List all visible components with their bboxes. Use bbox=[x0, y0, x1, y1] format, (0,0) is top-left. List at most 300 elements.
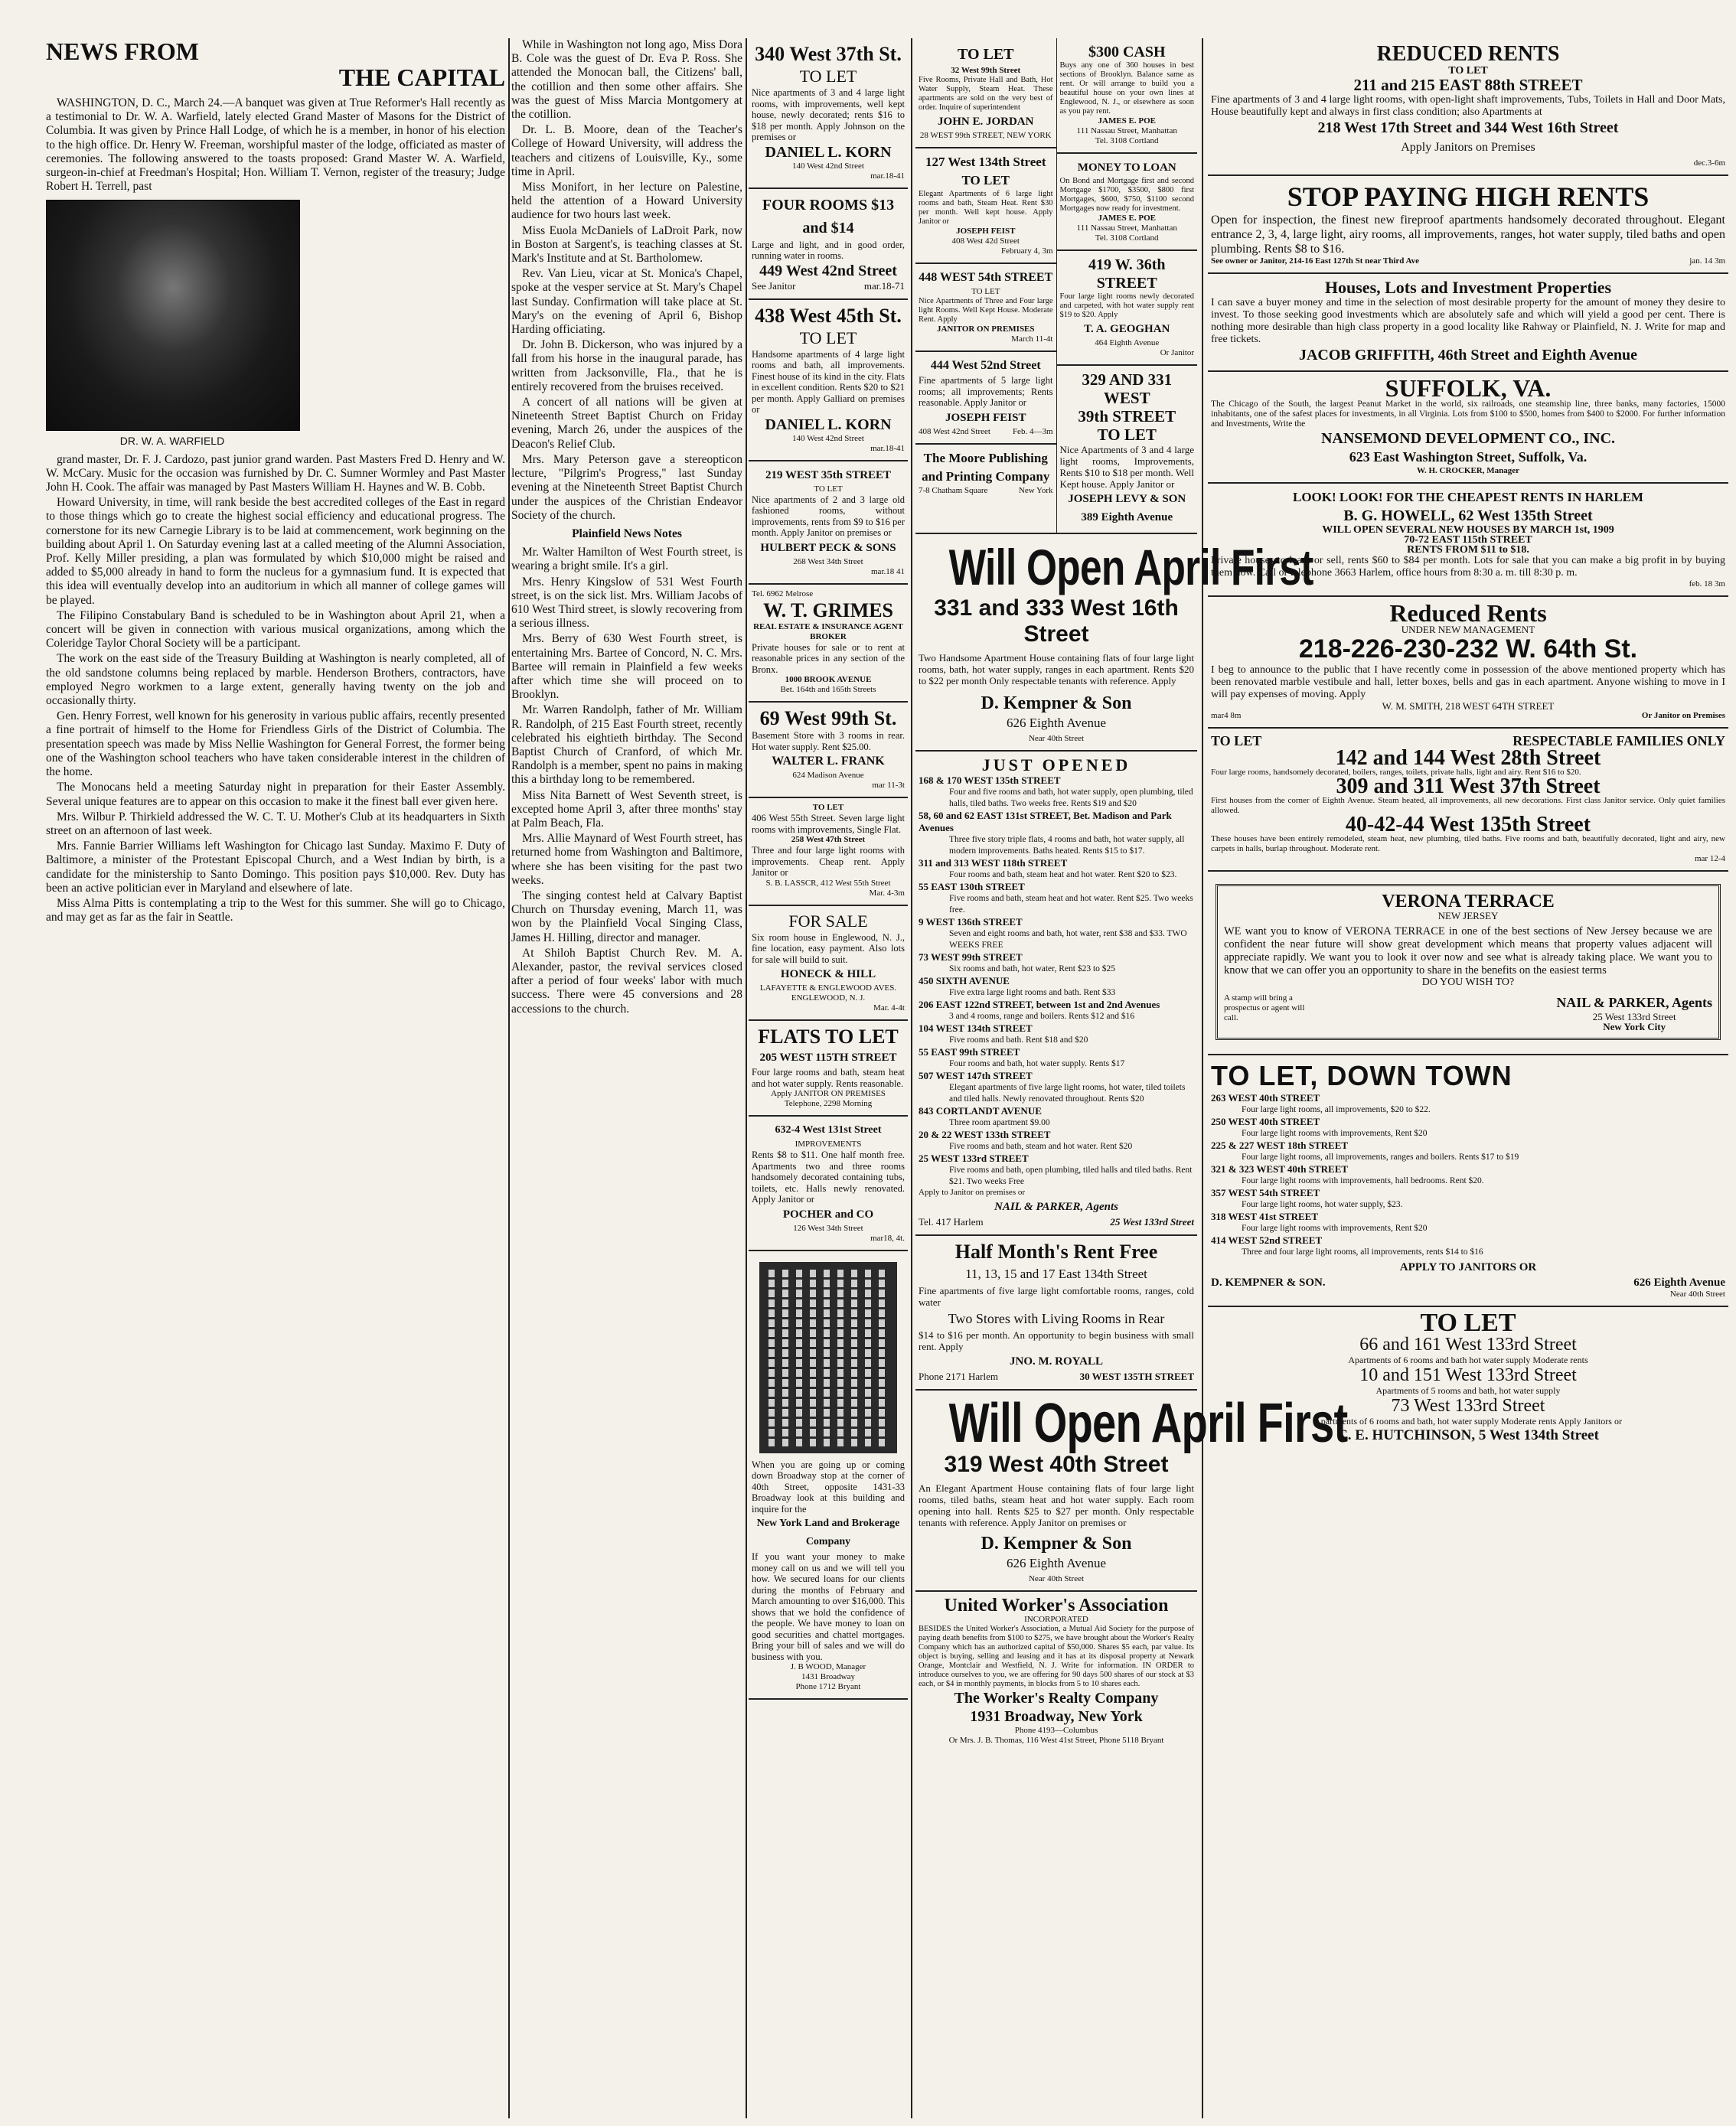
building-window bbox=[768, 1309, 775, 1317]
listing-address: 104 WEST 134th STREET bbox=[919, 1022, 1033, 1034]
building-window bbox=[865, 1270, 871, 1277]
building-window bbox=[865, 1379, 871, 1387]
ad-body: Fine apartments of 3 and 4 large light rooms, with open-light shaft improvements, Tubs, Toilets in Hall and Door Mats, House beautifully kept and always in first class condition; also Apartments at bbox=[1211, 94, 1725, 118]
listing-address: 318 WEST 41st STREET bbox=[1211, 1211, 1319, 1222]
building-window bbox=[837, 1299, 844, 1307]
listing-address: 414 WEST 52nd STREET bbox=[1211, 1234, 1323, 1246]
ad-name: JOHN E. JORDAN bbox=[938, 116, 1034, 128]
building-window bbox=[879, 1419, 885, 1427]
listing-description: Three and four large light rooms, all improvements, rents $14 to $16 bbox=[1242, 1247, 1483, 1257]
ads-column-5 bbox=[1208, 38, 1728, 2118]
building-window bbox=[879, 1280, 885, 1287]
ad-subtitle: TO LET bbox=[961, 173, 1010, 187]
building-window bbox=[782, 1399, 788, 1407]
ad-69-west-99th bbox=[749, 703, 908, 798]
listing-address: 25 WEST 133rd STREET bbox=[919, 1153, 1029, 1164]
building-window bbox=[865, 1319, 871, 1327]
building-window bbox=[768, 1329, 775, 1337]
building-window bbox=[865, 1409, 871, 1417]
ad-address: 268 West 34th Street bbox=[793, 556, 863, 566]
building-window bbox=[837, 1280, 844, 1287]
ad-body: Fine apartments of 5 large light rooms; all improvements; Rents reasonable. Apply Janitor or bbox=[919, 375, 1053, 408]
news-paragraph: Mrs. Wilbur P. Thirkield addressed the W. C. T. U. Mother's Club at its headquarters in Sixth street on an afternoon of last week. bbox=[46, 810, 505, 837]
ad-address: 142 and 144 West 28th Street bbox=[1335, 746, 1601, 770]
news-paragraph: Mrs. Henry Kingslow of 531 West Fourth street, is on the sick list. Mrs. William Jacobs of 610 West Third street, is slowly recovering from a serious illness. bbox=[511, 575, 742, 631]
ad-ref: Mar. 4-3m bbox=[869, 888, 905, 898]
news-paragraph: Howard University, in time, will rank beside the best accredited colleges of the East in regard to those things which go to create the highest social efficiency and educational progress. The cornerstone for its new Carnegie Library is to be laid at commencement, work beginning on the building about April 1. On Saturday evening last at a called meeting of the Alumni Association, Prof. Kelly Miller presiding, a plan was formulated by which $10,000 might be raised and added to $5,000 already in hand to form the nucleus for a gymnasium fund. It is expected that this idea will eventually develop into an auditorium in which all manner of college games will be played. bbox=[46, 496, 505, 607]
ad-body: Nice Apartments of Three and Four large light Rooms. Well Kept House. Moderate Rent. Apply bbox=[919, 297, 1053, 324]
ad-name: NAIL & PARKER, Agents bbox=[1556, 995, 1712, 1010]
ad-address: 205 WEST 115TH STREET bbox=[759, 1052, 897, 1064]
news-paragraph: Miss Monifort, in her lecture on Palestine, held the attention of a Howard University audience for two hours last week. bbox=[511, 181, 742, 222]
ad-subtitle: NEW JERSEY bbox=[1437, 910, 1499, 921]
ad-address: 11, 13, 15 and 17 East 134th Street bbox=[965, 1267, 1147, 1281]
listing-address: 73 WEST 99th STREET bbox=[919, 951, 1023, 963]
ad-title: FLATS TO LET bbox=[758, 1026, 899, 1048]
building-window bbox=[851, 1379, 857, 1387]
building-window bbox=[768, 1319, 775, 1327]
listing-row bbox=[1211, 1211, 1725, 1234]
building-window bbox=[837, 1309, 844, 1317]
listing-description: Elegant apartments of five large light rooms, hot water, tiled toilets and tiled halls. Newly renovated throughout. Rents $20 bbox=[949, 1083, 1186, 1104]
building-window bbox=[865, 1429, 871, 1436]
ad-headline: Will Open April First bbox=[948, 1393, 1348, 1454]
ad-address-2: 30 WEST 135TH STREET bbox=[1079, 1371, 1194, 1382]
building-window bbox=[796, 1409, 802, 1417]
ad-body: Handsome apartments of 4 large light rooms and bath, all improvements. Finest house of its kind in the city. Flats in excellent condition. Rents $20 to $21 per month. Apply Galliard on premises or bbox=[752, 348, 905, 415]
building-window bbox=[796, 1309, 802, 1317]
building-window bbox=[879, 1379, 885, 1387]
ad-foot: See owner or Janitor, 214-16 East 127th St near Third Ave bbox=[1211, 256, 1420, 266]
listing-address: 55 EAST 130th STREET bbox=[919, 881, 1025, 892]
listing-row bbox=[919, 951, 1194, 975]
ad-body: WILL OPEN SEVERAL NEW HOUSES BY MARCH 1st, 1909 bbox=[1322, 524, 1614, 536]
ad-title-2: 258 West 47th Street bbox=[791, 835, 866, 844]
building-window bbox=[782, 1379, 788, 1387]
ad-address: 624 Madison Avenue bbox=[792, 771, 864, 780]
ad-body: I can save a buyer money and time in the selection of most desirable property for the amount of money they desire to invest. To those seeking good investments which are absolutely safe and which will yield a good per cent. There is nothing more desirable than high class property in a good locality like Rahway or Plainfield, N. J. Write for map and free tickets. bbox=[1211, 297, 1725, 345]
ads-column-3 bbox=[749, 38, 908, 2118]
ad-title: REDUCED RENTS bbox=[1376, 42, 1560, 66]
ad-219-west-35th bbox=[749, 461, 908, 585]
building-window bbox=[879, 1299, 885, 1307]
ad-title: 69 West 99th St. bbox=[759, 707, 897, 729]
listing-address: 507 WEST 147th STREET bbox=[919, 1070, 1033, 1081]
photo-caption: DR. W. A. WARFIELD bbox=[119, 435, 225, 448]
ad-stop-paying bbox=[1208, 176, 1728, 274]
ad-address-3: 73 West 133rd Street bbox=[1391, 1396, 1545, 1416]
building-window bbox=[851, 1299, 857, 1307]
ad-reduced-rents-64th bbox=[1208, 597, 1728, 729]
ad-address: 449 West 42nd Street bbox=[759, 262, 897, 279]
ad-body: Rents $8 to $11. One half month free. Apartments two and three rooms handsomely decorated containing tubs, toilets, etc. Halls newly renovated. Apply Janitor or bbox=[752, 1149, 905, 1205]
building-window bbox=[879, 1389, 885, 1397]
ad-name: JOSEPH FEIST bbox=[956, 227, 1016, 236]
ad-body: 406 West 55th Street. Seven large light rooms with improvements, Single Flat. bbox=[752, 813, 905, 835]
ad-title: New York Land and Brokerage Company bbox=[756, 1518, 900, 1547]
building-window bbox=[768, 1339, 775, 1347]
listing-row bbox=[1211, 1116, 1725, 1140]
listing-row bbox=[919, 1105, 1194, 1129]
ad-name: S. B. LASSCR, 412 West 55th Street bbox=[765, 878, 891, 888]
listing-row bbox=[1211, 1163, 1725, 1187]
listing-description: Three five story triple flats, 4 rooms and bath, hot water supply, all modern improvements. Baths heated. Rents $15 to $17. bbox=[949, 835, 1185, 856]
listing-row bbox=[919, 916, 1194, 951]
building-window bbox=[837, 1389, 844, 1397]
ad-name: POCHER and CO bbox=[782, 1208, 874, 1221]
news-paragraph: Mrs. Berry of 630 West Fourth street, is entertaining Mrs. Bartee of Concord, N. C. Mrs. Bartee will remain in Plainfield a few weeks after which time she will proceed on to Brooklyn. bbox=[511, 632, 742, 702]
ad-name: WALTER L. FRANK bbox=[772, 755, 885, 768]
ad-united-workers bbox=[915, 1592, 1197, 1752]
listing-address: 843 CORTLANDT AVENUE bbox=[919, 1105, 1042, 1117]
ad-body: Four large light rooms newly decorated and carpeted, with hot water supply rent $19 to $20. Apply bbox=[1059, 292, 1194, 319]
building-window bbox=[810, 1339, 816, 1347]
headline-the-capital: THE CAPITAL bbox=[338, 64, 505, 91]
ad-300-cash bbox=[1057, 38, 1198, 154]
building-window bbox=[768, 1389, 775, 1397]
building-window bbox=[851, 1339, 857, 1347]
column-rule bbox=[911, 38, 912, 2118]
ad-name: J. B WOOD, Manager bbox=[790, 1662, 866, 1671]
ad-address: 464 Eighth Avenue bbox=[1095, 338, 1160, 347]
listing-row bbox=[1211, 1140, 1725, 1163]
listing-row bbox=[919, 1153, 1194, 1188]
ad-name: D. Kempner & Son bbox=[981, 693, 1132, 713]
ad-address: 111 Nassau Street, Manhattan bbox=[1076, 126, 1177, 135]
listing-row bbox=[1211, 1187, 1725, 1211]
building-window bbox=[782, 1299, 788, 1307]
building-window bbox=[851, 1349, 857, 1357]
building-window bbox=[879, 1359, 885, 1367]
column-rule bbox=[1202, 38, 1203, 2118]
news-paragraph: grand master, Dr. F. J. Cardozo, past junior grand warden. Past Masters Fred D. Henry and W. W. McCary. Music for the occasion was furnished by Dr. C. Sumner Wormley and Past Master John H. Cook. The affair was managed by Past Masters William H. Haynes and W. B. Cobb. bbox=[46, 452, 505, 494]
ad-foot: Near 40th Street bbox=[1028, 1574, 1085, 1583]
ad-address: 25 West 133rd Street bbox=[1592, 1011, 1676, 1022]
building-window bbox=[879, 1339, 885, 1347]
building-window bbox=[810, 1280, 816, 1287]
ad-name: HULBERT PECK & SONS bbox=[760, 541, 896, 554]
ad-rents: RENTS FROM $11 to $18. bbox=[1407, 544, 1529, 556]
listing-row bbox=[919, 999, 1194, 1022]
ad-foot: Near 40th Street bbox=[1028, 734, 1085, 743]
listing-address: 311 and 313 WEST 118th STREET bbox=[919, 857, 1068, 869]
listing-address: 357 WEST 54th STREET bbox=[1211, 1187, 1320, 1198]
ad-body: Nice Apartments of 3 and 4 large light rooms, Improvements, Rents $10 to $18 per month. Well Kept house. Apply Janitor or bbox=[1059, 444, 1194, 490]
ad-ref: Near 40th Street bbox=[1669, 1290, 1725, 1299]
ad-name: JAMES E. POE bbox=[1098, 214, 1156, 223]
ad-city: New York bbox=[1018, 485, 1053, 495]
ad-127-west-134th bbox=[915, 148, 1056, 264]
ad-name: C. E. HUTCHINSON, 5 West 134th Street bbox=[1337, 1427, 1599, 1443]
building-window bbox=[851, 1439, 857, 1446]
building-window bbox=[768, 1280, 775, 1287]
ad-title: 127 West 134th Street bbox=[925, 155, 1046, 169]
ad-340-west-37th bbox=[749, 38, 908, 189]
ad-address: 331 and 333 West 16th Street bbox=[934, 595, 1179, 647]
listing-address: 321 & 323 WEST 40th STREET bbox=[1211, 1163, 1349, 1175]
ad-ref: mar.18 41 bbox=[871, 566, 905, 576]
ad-body: BESIDES the United Worker's Association, a Mutual Aid Society for the purpose of paying death benefits from $100 to $275, we have brought about the Worker's Realty Company which has an authorized capital of $50,000. Shares $5 each, par value. Its object is buying, selling and leasing and it has at its disposal property at Newark Orange, Montclair and Westfield, N. J. Write for information. IN ORDER to introduce ourselves to you, we are offering for 90 days 500 shares of our stock at $3 each, or $4 in monthly payments, in blocks from 5 to 10 shares each. bbox=[919, 1625, 1194, 1688]
ad-houses-lots bbox=[1208, 274, 1728, 372]
listing-address: 263 WEST 40th STREET bbox=[1211, 1092, 1320, 1104]
building-window bbox=[782, 1349, 788, 1357]
building-window bbox=[879, 1349, 885, 1357]
building-window bbox=[768, 1349, 775, 1357]
building-window bbox=[824, 1359, 830, 1367]
ad-329-west-39th bbox=[1057, 366, 1198, 533]
building-window bbox=[810, 1299, 816, 1307]
building-window bbox=[824, 1349, 830, 1357]
building-window bbox=[782, 1409, 788, 1417]
ad-half-month-rent-free bbox=[915, 1236, 1197, 1391]
building-window bbox=[879, 1319, 885, 1327]
ad-foot: JANITOR ON PREMISES bbox=[936, 324, 1035, 334]
headline-news-from: NEWS FROM bbox=[46, 37, 199, 65]
ad-address-2: 28 WEST 99th STREET, NEW YORK bbox=[919, 131, 1052, 140]
ad-address: 140 West 42nd Street bbox=[792, 161, 864, 171]
ad-foot: W. H. CROCKER, Manager bbox=[1416, 466, 1520, 475]
listing-description: Four large light rooms with improvements, Rent $20 bbox=[1242, 1129, 1428, 1138]
building-window bbox=[796, 1439, 802, 1446]
ad-title: 340 West 37th St. bbox=[755, 43, 902, 65]
listing-address: 168 & 170 WEST 135th STREET bbox=[919, 774, 1061, 786]
ad-verona-terrace bbox=[1208, 872, 1728, 1055]
ad-name: JOSEPH LEVY & SON bbox=[1068, 493, 1186, 505]
ad-address: LAFAYETTE & ENGLEWOOD AVES. ENGLEWOOD, N. J. bbox=[759, 983, 897, 1003]
building-window bbox=[796, 1399, 802, 1407]
building-window bbox=[837, 1319, 844, 1327]
news-paragraph: Mr. Walter Hamilton of West Fourth street, is wearing a bright smile. It's a girl. bbox=[511, 546, 742, 573]
ad-subtitle: TO LET bbox=[814, 484, 843, 494]
building-window bbox=[810, 1359, 816, 1367]
ad-city: New York City bbox=[1603, 1021, 1666, 1032]
building-window bbox=[768, 1359, 775, 1367]
ad-body: Open for inspection, the finest new fireproof apartments handsomely decorated throughout. Elegant entrance 2, 3, 4, large light, airy rooms, all improvements, ranges, hot water supply, tiled baths and open plumbing. Rents $8 to $16. bbox=[1211, 214, 1725, 256]
ad-subtitle: TO LET bbox=[1448, 65, 1488, 77]
listing-description: Three room apartment $9.00 bbox=[949, 1118, 1050, 1127]
ad-ref: mar.18-41 bbox=[870, 443, 905, 453]
building-window bbox=[865, 1359, 871, 1367]
ad-body-2: $14 to $16 per month. An opportunity to begin business with small rent. Apply bbox=[919, 1329, 1194, 1352]
ad-name: D. KEMPNER & SON. bbox=[1211, 1277, 1326, 1289]
ad-body-3: These houses have been entirely remodeled, steam heat, new plumbing, tiled baths. Five rooms and bath, beautifully decorated, light and airy, new carpets in halls, burlap throughout. Moderate rent. bbox=[1211, 834, 1725, 853]
ad-name: The Worker's Realty Company bbox=[954, 1690, 1159, 1707]
ad-body: Private houses for sale or to rent at reasonable prices in any section of the Bronx. bbox=[752, 641, 905, 675]
ad-444-west-52nd bbox=[915, 352, 1056, 445]
building-window bbox=[879, 1429, 885, 1436]
column-rule bbox=[746, 38, 747, 2118]
news-paragraph: Mrs. Fannie Barrier Williams left Washington for Chicago last Sunday. Maximo F. Duty of Baltimore, a minister of the Protestant Episcopal Church, and a West Indian by birth, is a candidate for the ministership to Santo Domingo. This position pays $10,000. Rev. Duty has been an active politician ever in Maryland and elsewhere of late. bbox=[46, 840, 505, 895]
listing-row bbox=[1211, 1092, 1725, 1116]
ad-address: 66 and 161 West 133rd Street bbox=[1359, 1335, 1577, 1355]
building-window bbox=[865, 1389, 871, 1397]
building-window bbox=[796, 1419, 802, 1427]
ad-title: STOP PAYING HIGH RENTS bbox=[1287, 181, 1650, 212]
listing-row bbox=[919, 857, 1194, 881]
ad-name: DANIEL L. KORN bbox=[765, 416, 892, 433]
news-paragraph: Mrs. Allie Maynard of West Fourth street, has returned home from Washington and Baltimore, where she has been visiting for the past two weeks. bbox=[511, 832, 742, 887]
building-window bbox=[796, 1369, 802, 1377]
news-paragraph: Mr. Warren Randolph, father of Mr. William R. Randolph, of 215 East Fourth street, recently celebrated his eightieth birthday. The Second Baptist Church of Cranford, of which Mr. Randolph is a member, spent no pains in making this a birthday long to be remembered. bbox=[511, 703, 743, 787]
ad-foot: Or Mrs. J. B. Thomas, 116 West 41st Street, Phone 5118 Bryant bbox=[948, 1736, 1164, 1745]
ad-subtitle: UNDER NEW MANAGEMENT bbox=[1401, 624, 1535, 635]
ad-respectable-families bbox=[1208, 729, 1728, 872]
building-window bbox=[824, 1290, 830, 1297]
building-window bbox=[851, 1359, 857, 1367]
ad-body: Five Rooms, Private Hall and Bath, Hot Water Supply, Steam Heat. These apartments are sold on the very best of order. Inquire of superintendent bbox=[919, 76, 1053, 112]
ad-title: VERONA TERRACE bbox=[1382, 892, 1555, 911]
listing-description: 3 and 4 rooms, range and boilers. Rents $12 and $16 bbox=[949, 1012, 1135, 1021]
building-window bbox=[782, 1439, 788, 1446]
ad-title: United Worker's Association bbox=[944, 1596, 1169, 1616]
ad-row-top bbox=[915, 38, 1197, 534]
ad-subtitle: TO LET bbox=[1097, 426, 1157, 444]
building-window bbox=[865, 1369, 871, 1377]
ad-subtitle: REAL ESTATE & INSURANCE AGENT BROKER bbox=[753, 621, 903, 641]
ad-name: JACOB GRIFFITH, 46th Street and Eighth Avenue bbox=[1298, 347, 1638, 364]
listing-address: 58, 60 and 62 EAST 131st STREET, Bet. Madison and Park Avenues bbox=[919, 810, 1172, 833]
news-paragraph: Gen. Henry Forrest, well known for his generosity in various public affairs, recently presented a fine portrait of himself to the Home for Friendless Girls of the District of Columbia. The presentation speech was made by Miss Nellie Washington for General Forrest, the former being one of the Washington school teachers who have taken considerable interest in the children of the home. bbox=[46, 709, 505, 779]
building-window bbox=[782, 1339, 788, 1347]
ad-body: Buys any one of 360 houses in best sections of Brooklyn. Balance same as rent. Or will arrange to build you a beautiful house on your own lines at Englewood, N. J., or elsewhere as soon as you pay rent. bbox=[1059, 61, 1194, 116]
ad-address: 623 East Washington Street, Suffolk, Va. bbox=[1349, 449, 1588, 465]
ad-body: Nice apartments of 3 and 4 large light rooms, with improvements, well kept house, newly decorated; rents $16 to $18 per month. Apply Johnson on the premises or bbox=[752, 87, 905, 142]
ad-title: 329 AND 331 WEST bbox=[1082, 370, 1173, 407]
listing-list bbox=[1211, 1092, 1725, 1258]
building-window bbox=[851, 1429, 857, 1436]
ad-moore-publishing bbox=[915, 445, 1056, 502]
ad-title: 444 West 52nd Street bbox=[930, 359, 1041, 372]
building-window bbox=[865, 1339, 871, 1347]
building-window bbox=[851, 1399, 857, 1407]
ad-body-3: Apartments of 6 rooms and bath, hot water supply Moderate rents Apply Janitors or bbox=[1314, 1416, 1622, 1427]
building-window bbox=[837, 1329, 844, 1337]
ad-reduced-rents-88th bbox=[1208, 38, 1728, 176]
ad-448-west-54th bbox=[915, 264, 1056, 352]
news-column-2 bbox=[511, 38, 742, 2118]
building-window bbox=[796, 1349, 802, 1357]
building-window bbox=[851, 1409, 857, 1417]
ad-title-2: 39th STREET bbox=[1078, 407, 1176, 426]
ad-address-2: 626 Eighth Avenue bbox=[1007, 716, 1106, 730]
ad-body-2: First houses from the corner of Eighth Avenue. Steam heated, all improvements, all new decorations. First class Janitor service. Only quiet families allowed. bbox=[1211, 796, 1725, 815]
building-window bbox=[810, 1389, 816, 1397]
building-window bbox=[837, 1399, 844, 1407]
listing-description: Five rooms and bath, steam heat and hot water. Rent $25. Two weeks free. bbox=[949, 894, 1193, 915]
ad-name: DANIEL L. KORN bbox=[765, 143, 892, 161]
building-window bbox=[837, 1439, 844, 1446]
building-window bbox=[768, 1290, 775, 1297]
listing-description: Four large light rooms, hot water supply, $23. bbox=[1242, 1200, 1403, 1209]
ad-title: Houses, Lots and Investment Properties bbox=[1324, 278, 1612, 297]
building-window bbox=[824, 1309, 830, 1317]
ad-address-2: 309 and 311 West 37th Street bbox=[1336, 774, 1601, 798]
news-paragraph: The Filipino Constabulary Band is scheduled to be in Washington about April 21, when a concert will be given in connection with various musical organizations, among which the Coleridge Taylor Choral Society will be a participant. bbox=[46, 608, 505, 651]
building-window bbox=[865, 1419, 871, 1427]
ad-body: An Elegant Apartment House containing flats of four large light rooms, tiled baths, steam heat and hot water supply. Each room opening into hall. Rents $25 to $27 per month. Only respectable tenants with reference. Apply Janitor on premises or bbox=[919, 1482, 1194, 1528]
ad-name: JAMES E. POE bbox=[1098, 116, 1156, 126]
building-illustration bbox=[759, 1262, 897, 1453]
ad-body: Large and light, and in good order, running water in rooms. bbox=[752, 239, 905, 261]
building-window bbox=[810, 1409, 816, 1417]
building-window bbox=[810, 1270, 816, 1277]
verona-box bbox=[1216, 884, 1721, 1040]
ad-title: TO LET bbox=[812, 803, 844, 812]
ad-foot: Apply Janitors on Premises bbox=[1401, 141, 1535, 154]
building-window bbox=[865, 1439, 871, 1446]
building-window bbox=[782, 1329, 788, 1337]
ad-438-west-45th bbox=[749, 300, 908, 461]
ad-look-look bbox=[1208, 484, 1728, 597]
ad-ref: jan. 14 3m bbox=[1689, 256, 1725, 266]
ad-name: JOSEPH FEIST bbox=[945, 411, 1026, 424]
building-window bbox=[796, 1359, 802, 1367]
ad-address: 111 Nassau Street, Manhattan bbox=[1076, 223, 1177, 233]
news-paragraph: A concert of all nations will be given at Nineteenth Street Baptist Church on Friday evening, March 26, under the auspices of the Deacon's Relief Club. bbox=[511, 396, 742, 451]
listing-description: Four large light rooms with improvements, hall bedrooms. Rent $20. bbox=[1242, 1176, 1484, 1185]
building-window bbox=[879, 1270, 885, 1277]
ad-body-2: Three and four large light rooms with improvements. Cheap rent. Apply Janitor or bbox=[752, 845, 905, 878]
ad-title: TO LET bbox=[1420, 1309, 1516, 1337]
building-window bbox=[810, 1379, 816, 1387]
ad-406-west-55th bbox=[749, 798, 908, 906]
listing-address: 9 WEST 136th STREET bbox=[919, 916, 1023, 928]
ad-ref: mar.18-41 bbox=[870, 171, 905, 181]
ad-address: 211 and 215 EAST 88th STREET bbox=[1353, 76, 1583, 94]
ad-title: FOUR ROOMS $13 and $14 bbox=[762, 196, 895, 236]
ad-address-3: 40-42-44 West 135th Street bbox=[1345, 813, 1591, 836]
ad-subtitle: RESPECTABLE FAMILIES ONLY bbox=[1512, 733, 1725, 748]
building-window bbox=[796, 1339, 802, 1347]
building-window bbox=[796, 1280, 802, 1287]
listing-description: Four large light rooms with improvements, Rent $20 bbox=[1242, 1224, 1428, 1233]
building-window bbox=[782, 1290, 788, 1297]
building-window bbox=[768, 1439, 775, 1446]
building-window bbox=[782, 1369, 788, 1377]
building-window bbox=[782, 1419, 788, 1427]
ad-note: A stamp will bring a prospectus or agent will call. bbox=[1224, 993, 1305, 1022]
news-paragraph: The Monocans held a meeting Saturday night in preparation for their Easter Assembly. Several unique features are to appear on this occasion to make it the finest ball ever given here. bbox=[46, 781, 505, 808]
building-window bbox=[837, 1349, 844, 1357]
ad-question: DO YOU WISH TO? bbox=[1421, 977, 1515, 988]
news-paragraph: The singing contest held at Calvary Baptist Church on Thursday evening, March 11, was won by the Plainfield Vocal Singing Class, James H. Hilling, director and manager. bbox=[511, 889, 742, 944]
ad-title: MONEY TO LOAN bbox=[1077, 161, 1176, 174]
listing-row bbox=[919, 1046, 1194, 1070]
building-window bbox=[837, 1270, 844, 1277]
listing-address: 206 EAST 122nd STREET, between 1st and 2nd Avenues bbox=[919, 999, 1160, 1010]
building-window bbox=[865, 1290, 871, 1297]
building-window bbox=[810, 1369, 816, 1377]
building-window bbox=[796, 1290, 802, 1297]
news-paragraph: While in Washington not long ago, Miss Dora B. Cole was the guest of Dr. Eva P. Ross. She attended the Monocan ball, the Citizens' ball, the cotillion and then some other affairs. She was the guest of Miss Marcia Montgomery at the cotillion. bbox=[511, 38, 742, 122]
building-window bbox=[810, 1429, 816, 1436]
ad-title: TO LET bbox=[1211, 733, 1262, 748]
building-window bbox=[824, 1280, 830, 1287]
building-window bbox=[865, 1349, 871, 1357]
building-window bbox=[851, 1329, 857, 1337]
ad-name: B. G. HOWELL, 62 West 135th Street bbox=[1343, 507, 1593, 524]
column-rule bbox=[508, 38, 510, 2118]
listing-description: Six rooms and bath, hot water, Rent $23 to $25 bbox=[949, 964, 1116, 973]
building-window bbox=[865, 1280, 871, 1287]
listing-row bbox=[919, 810, 1194, 857]
building-window bbox=[837, 1290, 844, 1297]
building-window bbox=[768, 1299, 775, 1307]
ad-32-west-99th bbox=[915, 38, 1056, 148]
building-window bbox=[824, 1270, 830, 1277]
ad-subtitle: INCORPORATED bbox=[1024, 1615, 1088, 1624]
listing-description: Four rooms and bath, steam heat and hot water. Rent $20 to $23. bbox=[949, 870, 1177, 879]
